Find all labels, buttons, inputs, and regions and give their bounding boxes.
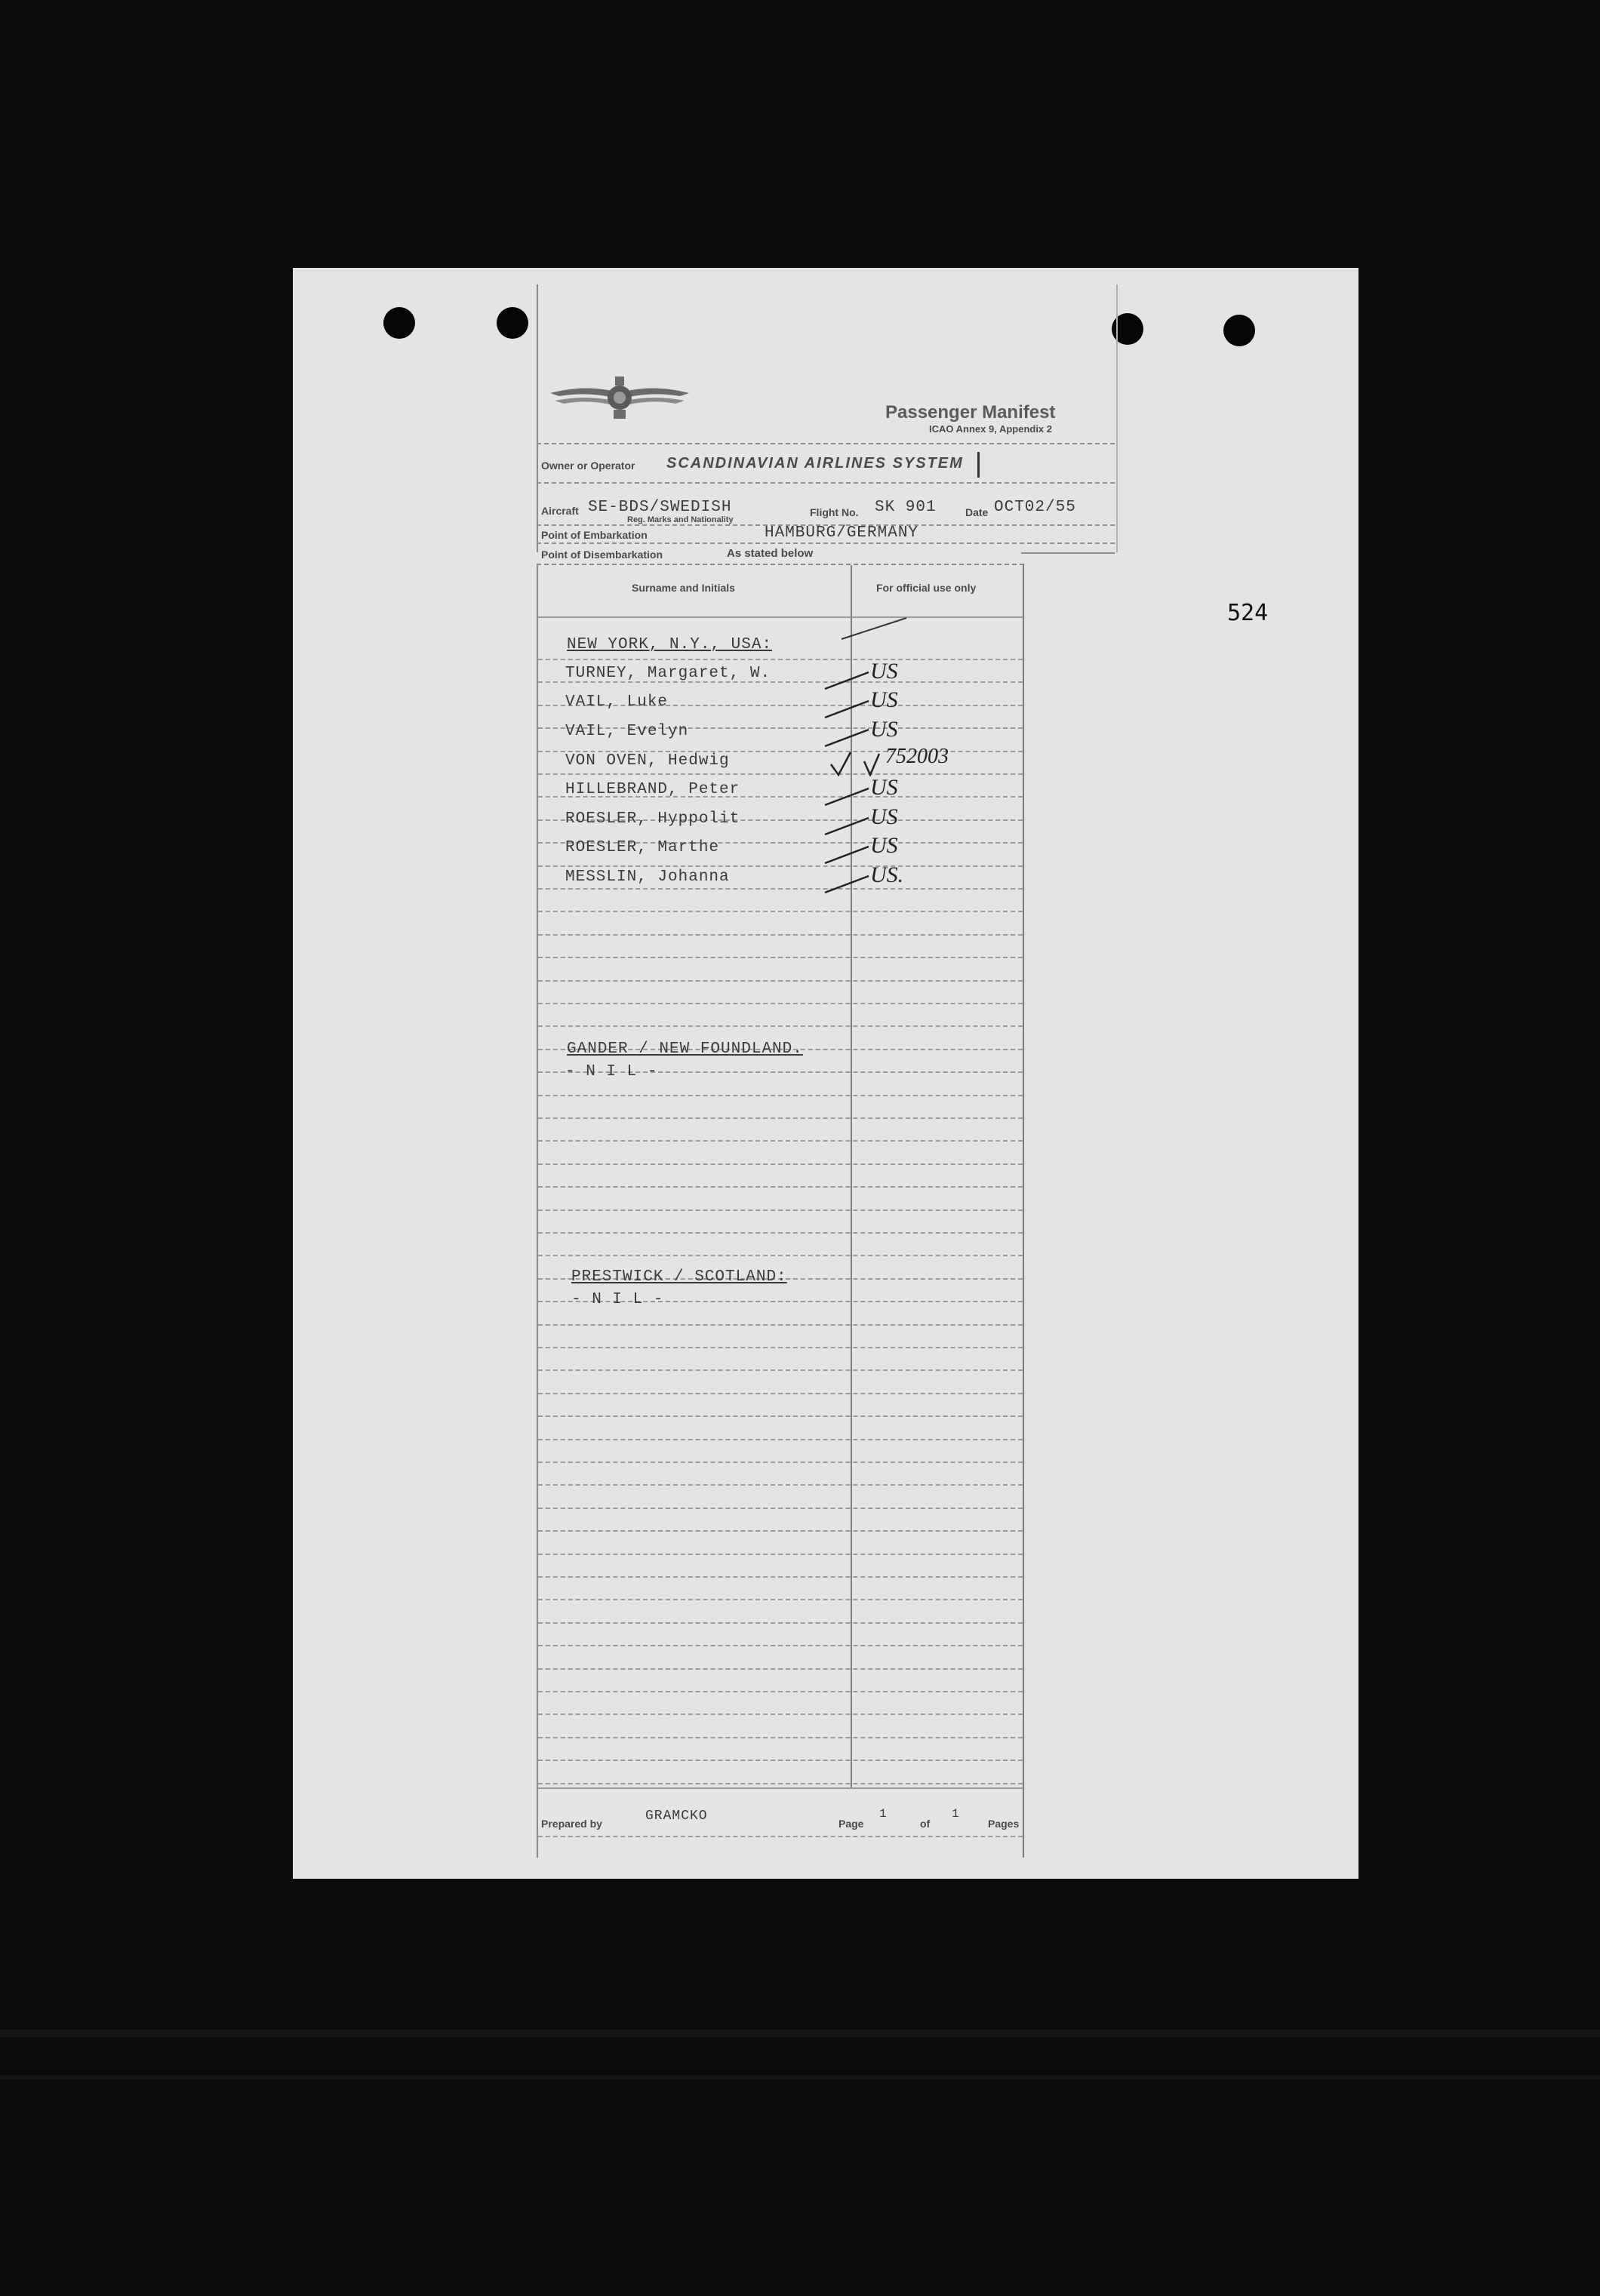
official-note: US (870, 659, 898, 684)
punch-hole-icon (383, 307, 415, 339)
divider (537, 542, 1115, 544)
official-note: US. (870, 862, 904, 887)
table-rule (538, 911, 1023, 912)
divider (537, 482, 1115, 484)
prepared-by-label: Prepared by (541, 1818, 602, 1830)
scan-band (0, 2075, 1600, 2079)
table-rule (538, 1691, 1023, 1692)
table-rule (538, 1347, 1023, 1348)
table-rule (538, 1836, 1023, 1837)
table-rule (538, 934, 1023, 936)
check-mark-icon (828, 751, 881, 776)
passenger-name: TURNEY, Margaret, W. (565, 665, 771, 682)
table-rule (538, 1025, 1023, 1027)
owner-value: SCANDINAVIAN AIRLINES SYSTEM (666, 455, 964, 472)
official-note: 752003 (885, 745, 949, 768)
table-rule (538, 1737, 1023, 1738)
passenger-name: VAIL, Evelyn (565, 723, 689, 740)
table-rule (538, 1576, 1023, 1578)
official-note: US (870, 775, 898, 800)
form-reference: ICAO Annex 9, Appendix 2 (929, 423, 1053, 435)
table-rule (538, 957, 1023, 958)
check-mark-icon (823, 671, 876, 696)
table-rule (538, 1714, 1023, 1715)
passenger-table (537, 564, 1024, 1858)
section-note: - N I L - (571, 1291, 664, 1308)
section-heading: NEW YORK, N.Y., USA: (567, 636, 773, 653)
table-rule (538, 1787, 1023, 1789)
table-rule (538, 1508, 1023, 1509)
scan-band (0, 2030, 1600, 2037)
table-rule (538, 1599, 1023, 1600)
passenger-name: MESSLIN, Johanna (565, 868, 730, 886)
table-rule (538, 1783, 1023, 1784)
check-mark-icon (823, 699, 876, 725)
sheet-number: 524 (1227, 600, 1269, 626)
col-name-header: Surname and Initials (632, 582, 735, 594)
check-mark-icon (823, 787, 876, 813)
divider (537, 443, 1115, 444)
table-rule (538, 1462, 1023, 1463)
punch-hole-icon (497, 307, 528, 339)
table-rule (538, 1140, 1023, 1142)
official-note: US (870, 717, 898, 742)
passenger-name: ROESLER, Marthe (565, 839, 720, 856)
table-rule (538, 1415, 1023, 1417)
table-rule (538, 1209, 1023, 1211)
pages-label: Pages (988, 1818, 1020, 1830)
table-rule (538, 1324, 1023, 1326)
section-note: - N I L - (565, 1063, 658, 1080)
table-rule (538, 1117, 1023, 1119)
passenger-name: ROESLER, Hyppolit (565, 810, 740, 828)
table-rule (538, 616, 1023, 618)
aircraft-label: Aircraft (541, 505, 579, 517)
table-rule (538, 1439, 1023, 1440)
section-heading: GANDER / NEW FOUNDLAND. (567, 1040, 803, 1058)
flight-no-label: Flight No. (810, 506, 859, 518)
official-note: US (870, 687, 898, 712)
reg-note: Reg. Marks and Nationality (627, 515, 734, 524)
of-pages-value: 1 (952, 1807, 960, 1821)
check-mark-icon (840, 615, 908, 641)
col-official-header: For official use only (876, 582, 977, 594)
check-mark-icon (823, 816, 876, 842)
section-heading: PRESTWICK / SCOTLAND: (571, 1268, 787, 1286)
divider (1021, 552, 1115, 554)
table-rule (538, 1530, 1023, 1532)
date-value: OCT02/55 (994, 499, 1076, 516)
owner-label: Owner or Operator (541, 460, 635, 472)
table-rule (538, 1369, 1023, 1371)
official-note: US (870, 833, 898, 858)
form-title: Passenger Manifest (885, 402, 1056, 423)
check-mark-icon (823, 728, 876, 754)
table-rule (538, 888, 1023, 890)
embarkation-label: Point of Embarkation (541, 529, 648, 541)
table-rule (538, 1163, 1023, 1165)
table-rule (538, 1484, 1023, 1486)
prepared-by-value: GRAMCKO (645, 1809, 708, 1824)
embarkation-value: HAMBURG/GERMANY (765, 524, 919, 542)
page-label: Page (838, 1818, 864, 1830)
flight-no-value: SK 901 (875, 499, 937, 516)
passenger-name: HILLEBRAND, Peter (565, 781, 740, 798)
table-rule (538, 1645, 1023, 1646)
disembarkation-value: As stated below (727, 547, 814, 560)
table-rule (538, 1255, 1023, 1256)
owner-mark (977, 452, 980, 478)
manifest-form (537, 284, 1115, 1856)
of-label: of (920, 1818, 931, 1830)
table-rule (538, 1668, 1023, 1670)
table-rule (538, 1095, 1023, 1096)
disembarkation-label: Point of Disembarkation (541, 549, 663, 561)
table-rule (538, 865, 1023, 867)
aircraft-value: SE-BDS/SWEDISH (588, 499, 732, 516)
table-rule (538, 1622, 1023, 1624)
table-rule (538, 659, 1023, 660)
table-rule (538, 1186, 1023, 1188)
table-rule (538, 1554, 1023, 1555)
table-rule (538, 1393, 1023, 1394)
punch-hole-icon (1223, 315, 1255, 346)
page-value: 1 (879, 1807, 888, 1821)
table-rule (538, 1003, 1023, 1004)
passenger-name: VON OVEN, Hedwig (565, 752, 730, 770)
date-label: Date (965, 506, 989, 518)
table-rule (538, 1232, 1023, 1234)
airline-logo-icon (547, 373, 692, 422)
passenger-name: VAIL, Luke (565, 693, 669, 711)
table-rule (538, 1760, 1023, 1761)
table-rule (538, 980, 1023, 982)
manifest-page (293, 268, 1358, 1879)
table-rule (538, 773, 1023, 775)
official-note: US (870, 804, 898, 829)
check-mark-icon (823, 874, 876, 900)
check-mark-icon (823, 845, 876, 871)
